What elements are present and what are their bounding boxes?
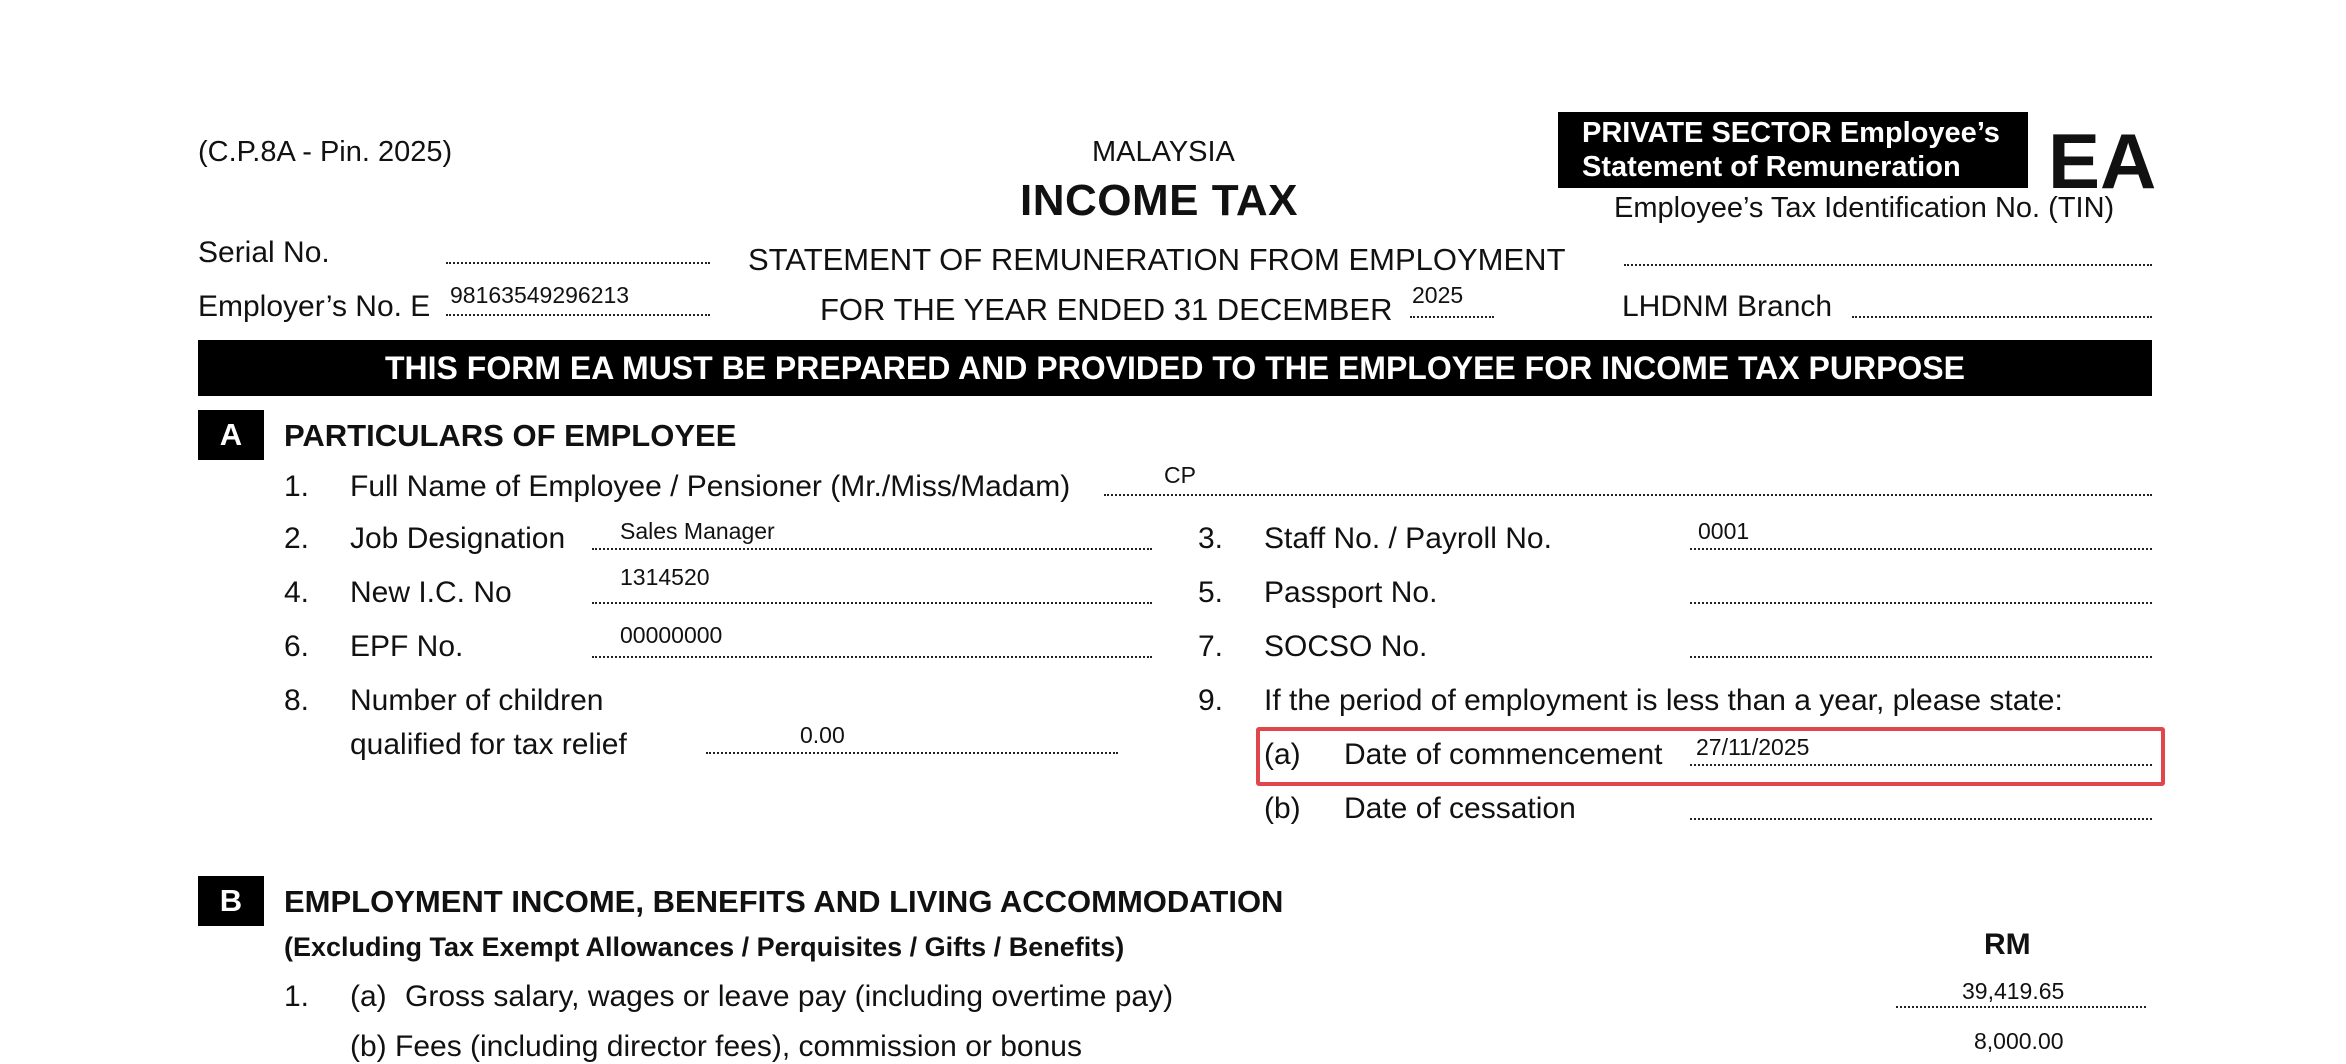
sub-item-b: (b) xyxy=(1264,792,1301,825)
sector-box-line1: PRIVATE SECTOR Employee’s xyxy=(1582,117,2000,149)
socso-label: SOCSO No. xyxy=(1264,630,1428,663)
subtitle-line1: STATEMENT OF REMUNERATION FROM EMPLOYMENT xyxy=(748,242,1566,277)
item-number: 2. xyxy=(284,522,310,555)
lhdnm-field[interactable] xyxy=(1852,316,2152,318)
full-name-label: Full Name of Employee / Pensioner (Mr./Miss/Madam) xyxy=(350,470,1071,503)
gross-salary-label: Gross salary, wages or leave pay (including overtime pay) xyxy=(405,980,1174,1013)
subtitle-line2: FOR THE YEAR ENDED 31 DECEMBER xyxy=(820,292,1393,327)
cessation-field[interactable] xyxy=(1690,818,2152,820)
sub-item-a: (a) xyxy=(350,980,387,1013)
instruction-banner: THIS FORM EA MUST BE PREPARED AND PROVIDED TO THE EMPLOYEE FOR INCOME TAX PURPOSE xyxy=(198,340,2152,396)
job-field[interactable] xyxy=(592,548,1152,550)
year-value: 2025 xyxy=(1412,282,1464,308)
item-number: 1. xyxy=(284,470,310,503)
item-number: 9. xyxy=(1198,684,1224,717)
serial-label: Serial No. xyxy=(198,236,330,269)
cessation-label: Date of cessation xyxy=(1344,792,1576,825)
tin-field[interactable] xyxy=(1624,264,2152,266)
tin-label: Employee’s Tax Identification No. (TIN) xyxy=(1614,192,2115,224)
year-field[interactable] xyxy=(1410,316,1494,318)
lhdnm-label: LHDNM Branch xyxy=(1622,290,1833,323)
job-value: Sales Manager xyxy=(620,518,775,544)
children-label-line1: Number of children xyxy=(350,684,604,717)
item-number: 8. xyxy=(284,684,310,717)
ic-value: 1314520 xyxy=(620,564,710,590)
gross-salary-value: 39,419.65 xyxy=(1962,978,2065,1004)
commencement-value: 27/11/2025 xyxy=(1696,734,1810,760)
form-id: EA xyxy=(2048,117,2157,205)
full-name-value: CP xyxy=(1164,462,1196,488)
staff-field[interactable] xyxy=(1690,548,2152,550)
epf-value: 00000000 xyxy=(620,622,723,648)
sector-box-line2: Statement of Remuneration xyxy=(1582,151,1961,183)
serial-field[interactable] xyxy=(446,262,710,264)
passport-label: Passport No. xyxy=(1264,576,1438,609)
employer-label: Employer’s No. E xyxy=(198,290,431,323)
ic-label: New I.C. No xyxy=(350,576,512,609)
children-label-line2: qualified for tax relief xyxy=(350,728,627,761)
job-label: Job Designation xyxy=(350,522,566,555)
staff-value: 0001 xyxy=(1698,518,1750,544)
epf-field[interactable] xyxy=(592,656,1152,658)
ic-field[interactable] xyxy=(592,602,1152,604)
form-code: (C.P.8A - Pin. 2025) xyxy=(198,136,453,168)
item-number: 1. xyxy=(284,980,310,1013)
passport-field[interactable] xyxy=(1690,602,2152,604)
section-a-title: PARTICULARS OF EMPLOYEE xyxy=(284,418,737,453)
gross-salary-field[interactable] xyxy=(1896,1006,2146,1008)
full-name-field[interactable] xyxy=(1104,494,2152,496)
item-number: 4. xyxy=(284,576,310,609)
section-a-badge: A xyxy=(198,410,264,460)
staff-label: Staff No. / Payroll No. xyxy=(1264,522,1552,555)
commencement-label: Date of commencement xyxy=(1344,738,1663,771)
sector-box xyxy=(1558,112,2028,188)
sub-item-a: (a) xyxy=(1264,738,1301,771)
section-b-badge: B xyxy=(198,876,264,926)
fees-label: (b) Fees (including director fees), commission or bonus xyxy=(350,1030,1082,1063)
employer-no-field[interactable] xyxy=(446,314,710,316)
commencement-highlight xyxy=(1256,727,2165,786)
children-field[interactable] xyxy=(706,752,1118,754)
item-number: 3. xyxy=(1198,522,1224,555)
employer-no-value: 98163549296213 xyxy=(450,282,630,308)
item-number: 5. xyxy=(1198,576,1224,609)
country-label: MALAYSIA xyxy=(1092,136,1235,168)
section-b-title: EMPLOYMENT INCOME, BENEFITS AND LIVING ACCOMMODATION xyxy=(284,884,1284,919)
section-b-subtitle: (Excluding Tax Exempt Allowances / Perquisites / Gifts / Benefits) xyxy=(284,932,1125,962)
item-number: 7. xyxy=(1198,630,1224,663)
epf-label: EPF No. xyxy=(350,630,464,663)
item-number: 6. xyxy=(284,630,310,663)
socso-field[interactable] xyxy=(1690,656,2152,658)
period-label: If the period of employment is less than a year, please state: xyxy=(1264,684,2063,717)
fees-value: 8,000.00 xyxy=(1974,1028,2064,1054)
currency-label: RM xyxy=(1984,928,2031,961)
page-title: INCOME TAX xyxy=(1020,176,1298,225)
children-value: 0.00 xyxy=(800,722,845,748)
